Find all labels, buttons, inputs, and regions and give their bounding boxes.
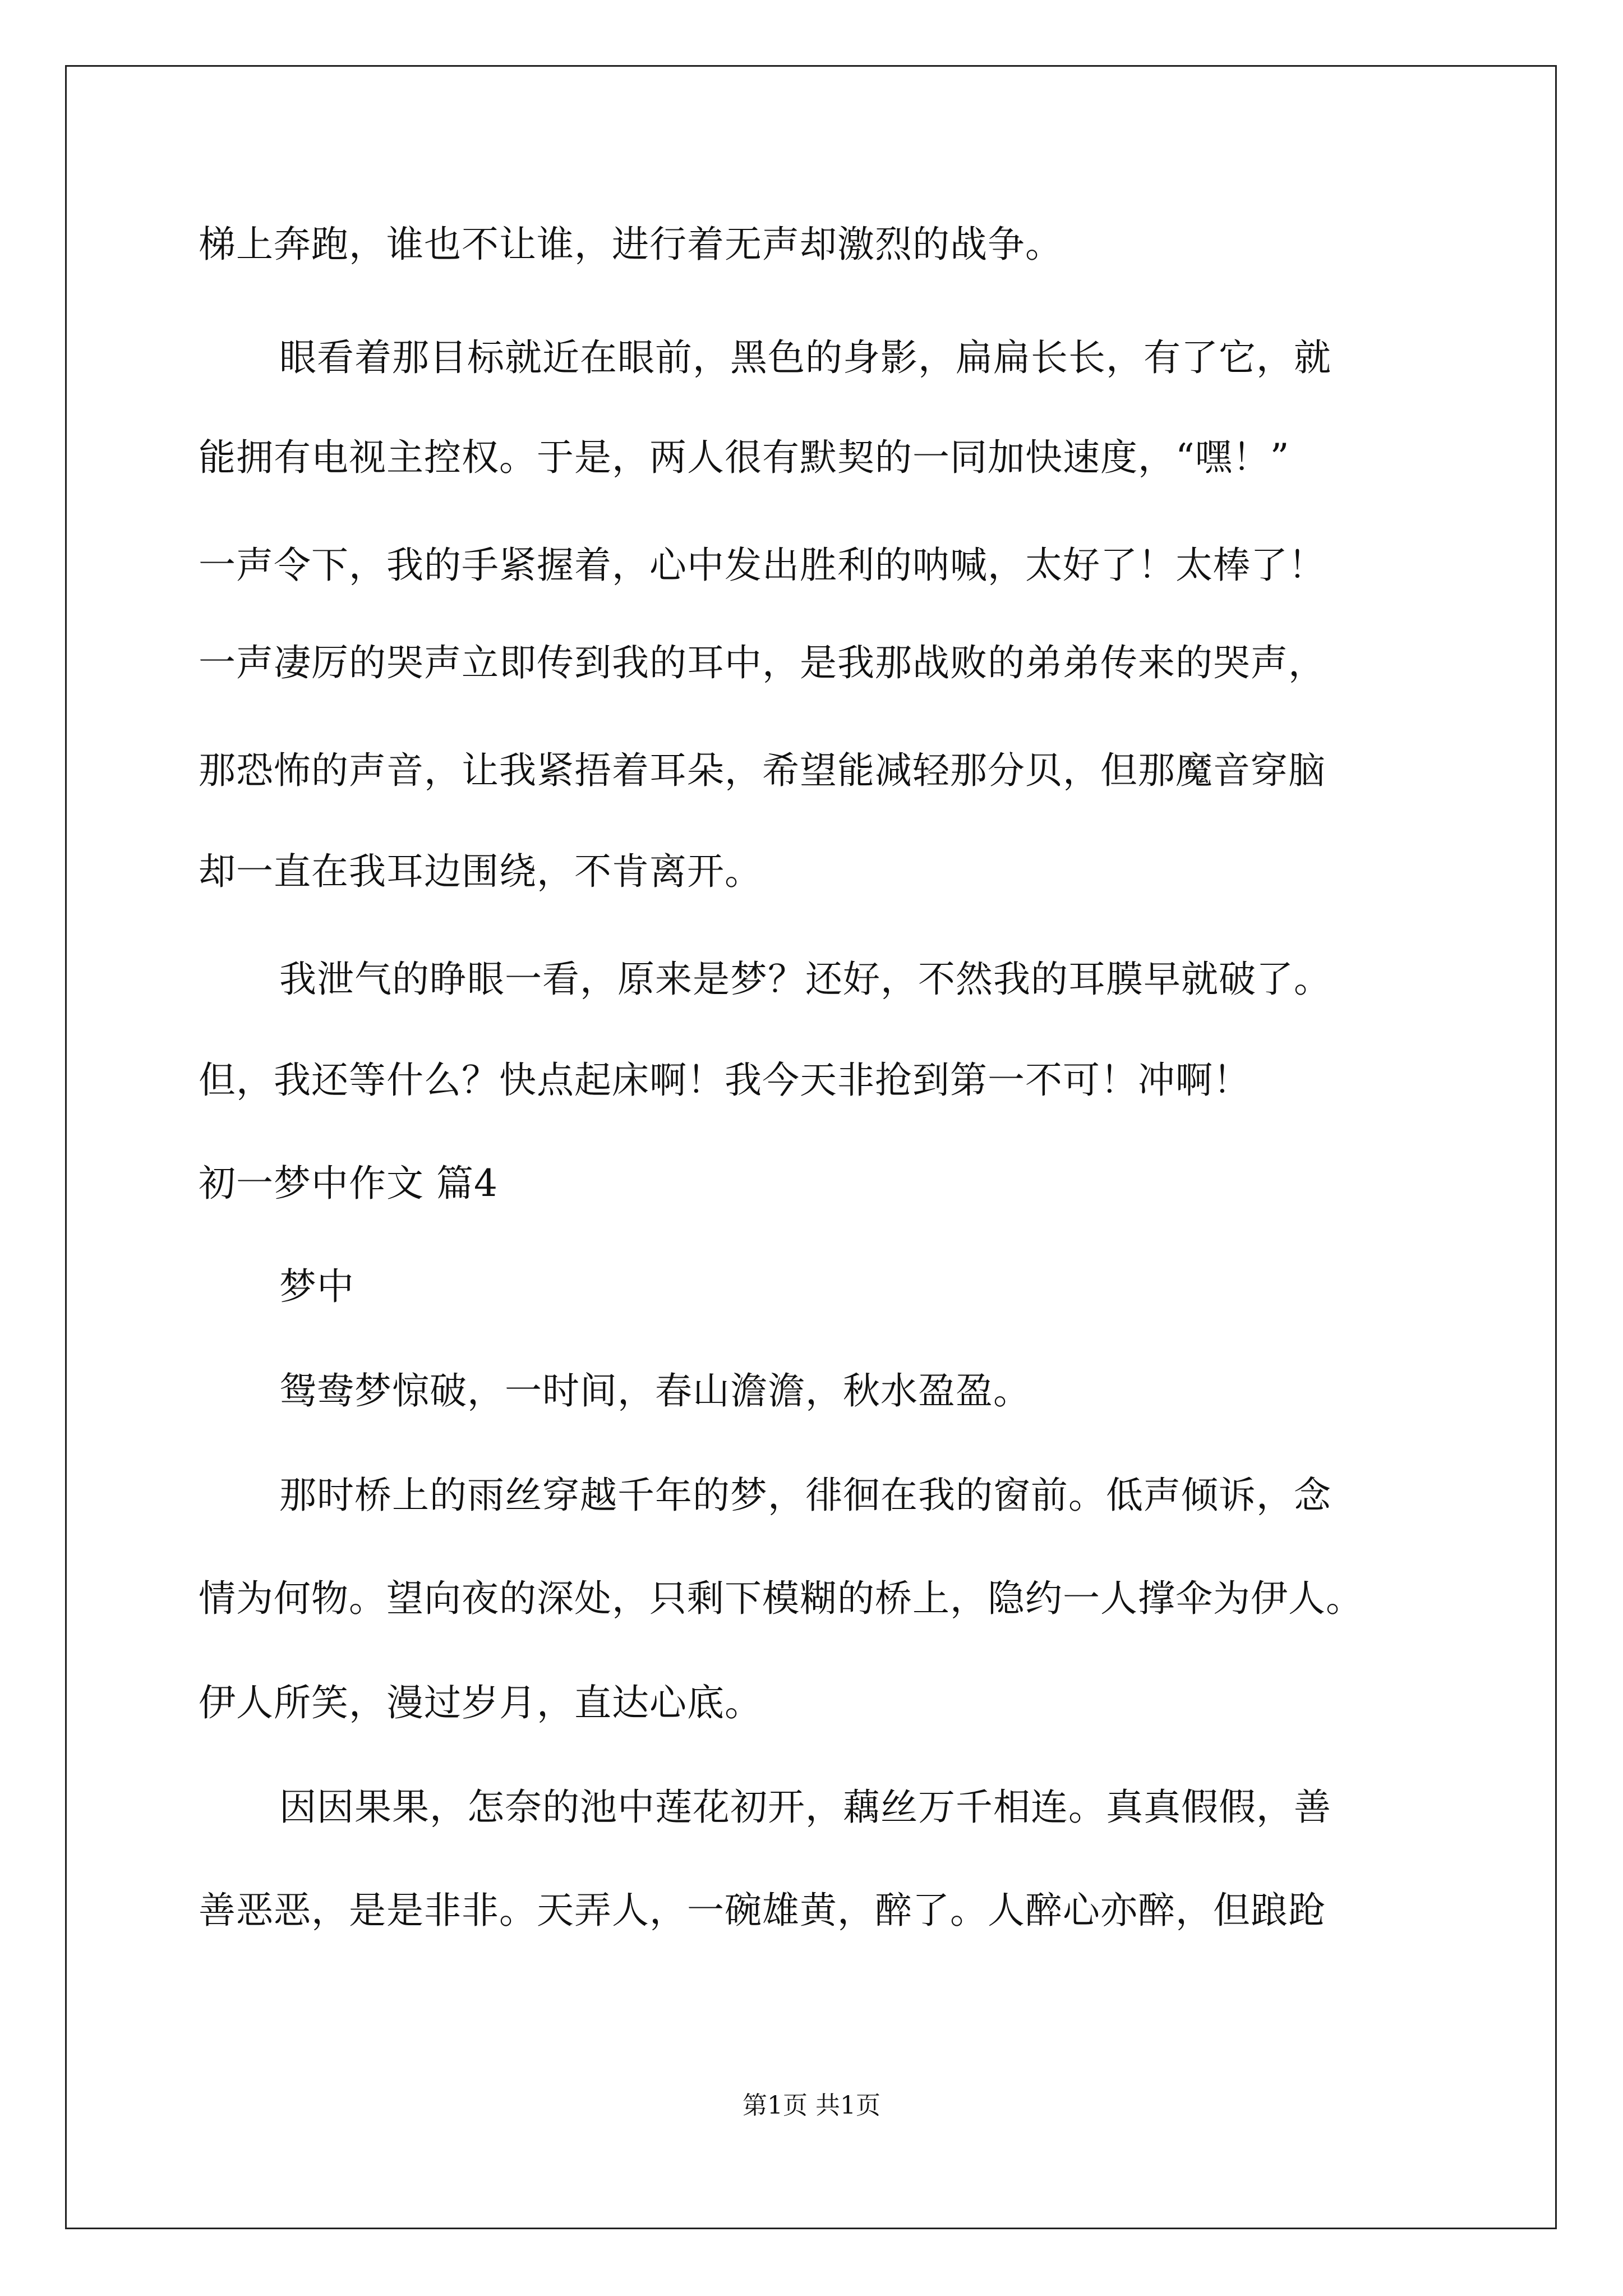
paragraph-start-line: 因因果果，怎奈的池中莲花初开，藕丝万千相连。真真假假，善 — [279, 1786, 1331, 1829]
paragraph-start-line: 那时桥上的雨丝穿越千年的梦，徘徊在我的窗前。低声倾诉，念 — [279, 1474, 1331, 1517]
paragraph-start-line: 眼看着那目标就近在眼前，黑色的身影，扁扁长长，有了它，就 — [279, 336, 1331, 379]
text-line: 却一直在我耳边围绕，不肯离开。 — [199, 850, 762, 893]
text-line: 情为何物。望向夜的深处，只剩下模糊的桥上，隐约一人撑伞为伊人。 — [199, 1577, 1363, 1620]
text-line: 但，我还等什么？快点起床啊！我今天非抢到第一不可！冲啊！ — [199, 1059, 1251, 1102]
section-heading: 初一梦中作文 篇4 — [199, 1162, 498, 1205]
paragraph-start-line: 鸳鸯梦惊破，一时间，春山澹澹，秋水盈盈。 — [279, 1369, 1031, 1412]
page-footer: 第1页 共1页 — [743, 2091, 880, 2120]
paragraph-start-line: 我泄气的睁眼一看，原来是梦？还好，不然我的耳膜早就破了。 — [279, 958, 1331, 1001]
text-line: 一声凄厉的哭声立即传到我的耳中，是我那战败的弟弟传来的哭声， — [199, 641, 1326, 684]
text-line: 梯上奔跑，谁也不让谁，进行着无声却激烈的战争。 — [199, 223, 1063, 266]
essay-title: 梦中 — [279, 1265, 354, 1308]
text-line: 伊人所笑，漫过岁月，直达心底。 — [199, 1681, 762, 1724]
text-line: 能拥有电视主控权。于是，两人很有默契的一同加快速度，“嘿！” — [199, 436, 1290, 479]
text-line: 那恐怖的声音，让我紧捂着耳朵，希望能减轻那分贝，但那魔音穿脑 — [199, 749, 1326, 792]
text-line: 善恶恶，是是非非。天弄人，一碗雄黄，醉了。人醉心亦醉，但踉跄 — [199, 1889, 1326, 1932]
text-line: 一声令下，我的手紧握着，心中发出胜利的呐喊，太好了！太棒了！ — [199, 544, 1326, 587]
